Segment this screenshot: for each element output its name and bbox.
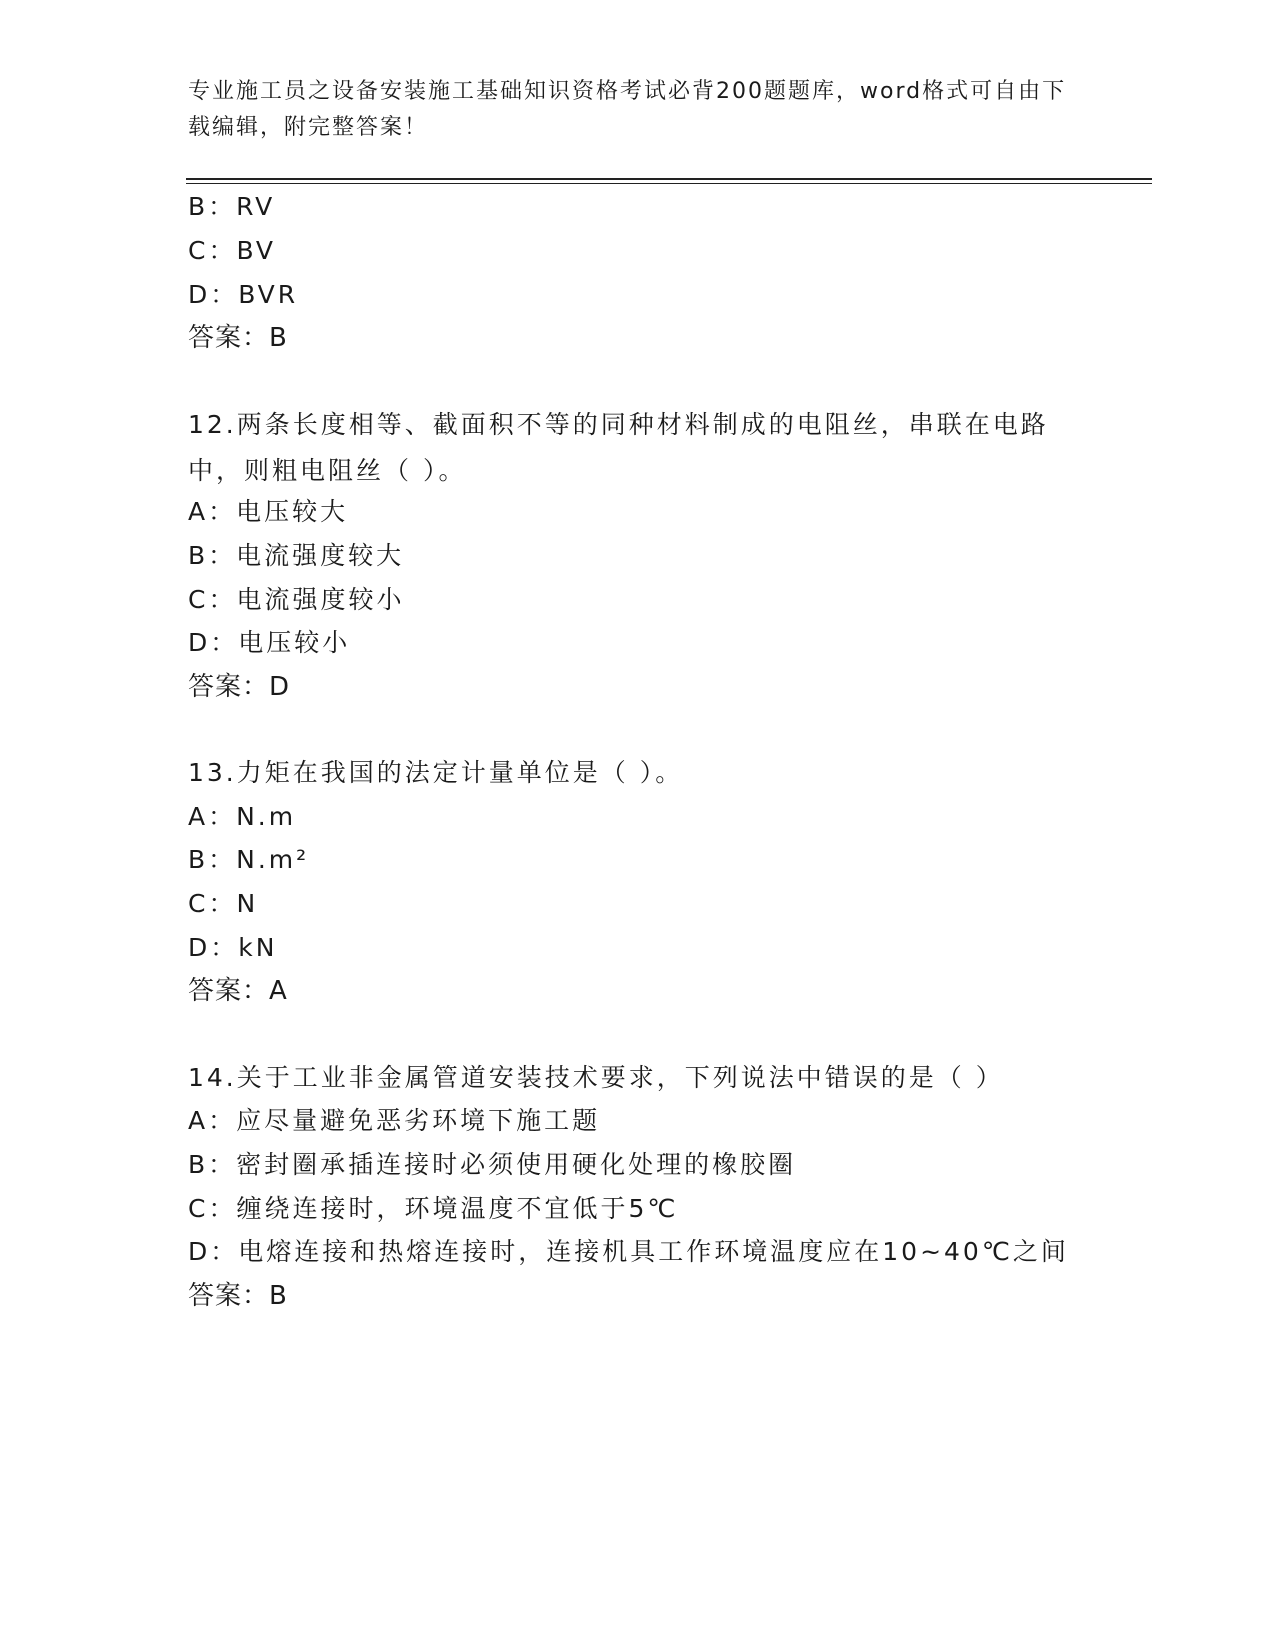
- q12-option-a: A：电压较大: [188, 497, 349, 526]
- document-header: 专业施工员之设备安装施工基础知识资格考试必背200题题库，word格式可自由下载编辑，附完整答案！: [188, 79, 1067, 140]
- q11-answer: 答案：B: [188, 323, 288, 353]
- q12-option-b: B：电流强度较大: [188, 541, 405, 570]
- q14-option-d: D：电熔连接和热熔连接时，连接机具工作环境温度应在10~40℃之间: [188, 1237, 1069, 1266]
- q13-option-d: D：kN: [188, 933, 278, 962]
- q13-option-b: B：N.m²: [188, 845, 310, 874]
- q12-stem: 12.两条长度相等、截面积不等的同种材料制成的电阻丝，串联在电路中，则粗电阻丝（ ）。: [188, 410, 1049, 485]
- q14-option-a: A：应尽量避免恶劣环境下施工题: [188, 1106, 601, 1135]
- q12-option-c: C：电流强度较小: [188, 585, 405, 614]
- header-divider-thick: [186, 178, 1152, 180]
- q13-option-a: A：N.m: [188, 802, 297, 831]
- q14-option-b: B：密封圈承插连接时必须使用硬化处理的橡胶圈: [188, 1150, 797, 1179]
- q11-option-c: C：BV: [188, 236, 276, 265]
- q11-option-b: B：RV: [188, 192, 276, 221]
- q13-option-c: C：N: [188, 889, 259, 918]
- q11-option-d: D：BVR: [188, 280, 299, 309]
- q13-stem: 13.力矩在我国的法定计量单位是（ ）。: [188, 758, 684, 787]
- q13-answer: 答案：A: [188, 976, 288, 1006]
- header-divider-thin: [186, 183, 1152, 184]
- q14-answer: 答案：B: [188, 1281, 288, 1311]
- q14-stem: 14.关于工业非金属管道安装技术要求，下列说法中错误的是（ ）: [188, 1063, 1004, 1092]
- q14-option-c: C：缠绕连接时，环境温度不宜低于5℃: [188, 1194, 679, 1223]
- q12-option-d: D：电压较小: [188, 628, 351, 657]
- q12-answer: 答案：D: [188, 672, 291, 702]
